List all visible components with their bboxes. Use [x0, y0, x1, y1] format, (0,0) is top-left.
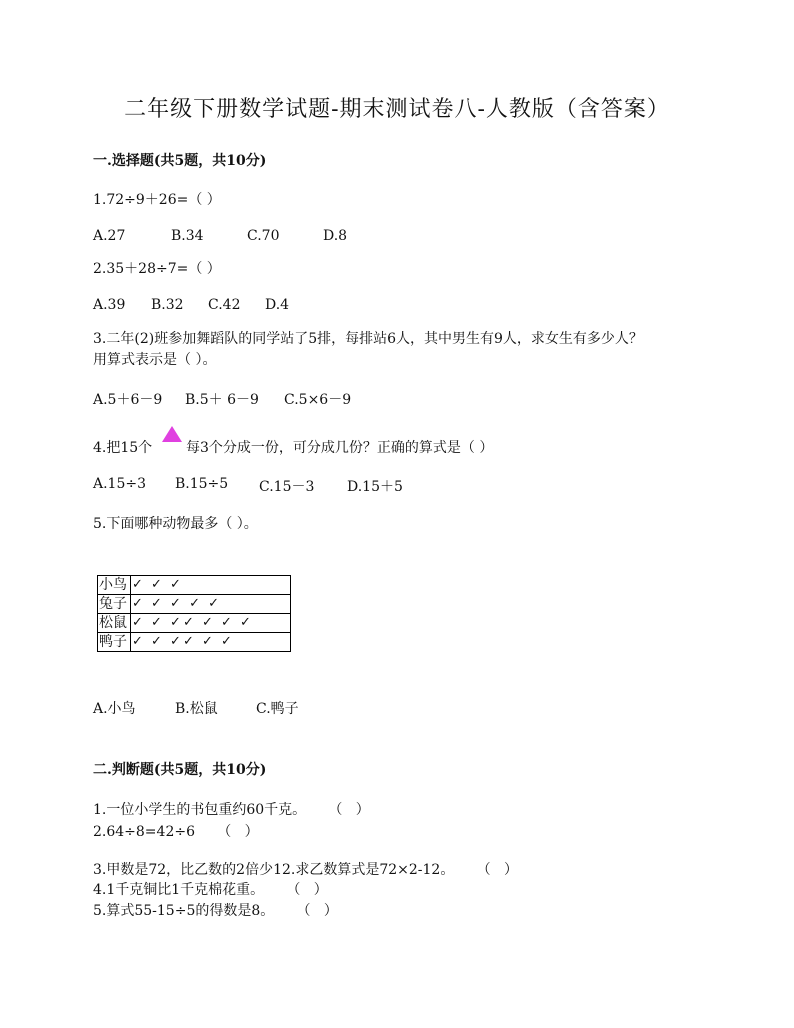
q2-option-c: C.42 [208, 297, 241, 313]
table-row [98, 633, 291, 652]
table-row [98, 595, 291, 614]
q4-option-c: C.15－3 [259, 479, 315, 495]
q2-option-b: B.32 [151, 297, 184, 313]
animal-name: 鸭子 [98, 633, 131, 652]
page-title: 二年级下册数学试题-期末测试卷八-人教版（含答案） [124, 97, 670, 122]
question-5: 5.下面哪种动物最多（ ）。 [93, 516, 258, 532]
judgment-item-5: 5.算式55-15÷5的得数是8。 （ ） [93, 903, 338, 919]
animal-name: 松鼠 [98, 614, 131, 633]
tally-checks: ✓ ✓ ✓ [131, 576, 291, 595]
q4-option-b: B.15÷5 [175, 476, 229, 492]
q5-option-b: B.松鼠 [175, 701, 218, 717]
tally-checks: ✓ ✓ ✓✓ ✓ ✓ ✓ [131, 614, 291, 633]
animal-name: 兔子 [98, 595, 131, 614]
q1-option-c: C.70 [247, 228, 280, 244]
table-row [98, 576, 291, 595]
section-heading-choice: 一.选择题(共5题，共10分) [93, 153, 267, 169]
tally-checks: ✓ ✓ ✓ ✓ ✓ [131, 595, 291, 614]
q1-option-a: A.27 [93, 228, 126, 244]
q3-option-c: C.5×6－9 [284, 392, 352, 408]
section-heading-judgment: 二.判断题(共5题，共10分) [93, 762, 267, 778]
animal-name: 小鸟 [98, 576, 131, 595]
judgment-item-3: 3.甲数是72，比乙数的2倍少12.求乙数算式是72×2-12。 （ ） [93, 862, 518, 878]
q3-option-a: A.5＋6－9 [93, 392, 163, 408]
q3-option-b: B.5＋ 6－9 [185, 392, 259, 408]
question-3-line2: 用算式表示是（ ）。 [93, 352, 217, 368]
question-1: 1.72÷9＋26=（ ） [93, 192, 221, 208]
q1-option-d: D.8 [323, 228, 348, 244]
judgment-item-1: 1.一位小学生的书包重约60千克。 （ ） [93, 802, 370, 818]
animal-tally-table [97, 575, 291, 652]
tally-checks: ✓ ✓ ✓✓ ✓ ✓ [131, 633, 291, 652]
question-2: 2.35＋28÷7=（ ） [93, 261, 221, 277]
q4-option-a: A.15÷3 [93, 476, 147, 492]
q2-option-d: D.4 [265, 297, 290, 313]
question-3-line1: 3.二年(2)班参加舞蹈队的同学站了5排，每排站6人，其中男生有9人，求女生有多少人？ [93, 331, 643, 347]
judgment-item-2: 2.64÷8=42÷6 （ ） [93, 824, 259, 840]
question-4-suffix: 每3个分成一份，可分成几份？正确的算式是（ ） [186, 440, 494, 456]
q1-option-b: B.34 [171, 228, 204, 244]
pink-triangle-icon [162, 426, 182, 442]
question-4-prefix: 4.把15个 [93, 440, 153, 456]
q5-option-a: A.小鸟 [93, 701, 136, 717]
q5-option-c: C.鸭子 [256, 701, 299, 717]
table-row [98, 614, 291, 633]
q2-option-a: A.39 [93, 297, 126, 313]
q4-option-d: D.15＋5 [347, 479, 403, 495]
judgment-item-4: 4.1千克铜比1千克棉花重。 （ ） [93, 882, 328, 898]
